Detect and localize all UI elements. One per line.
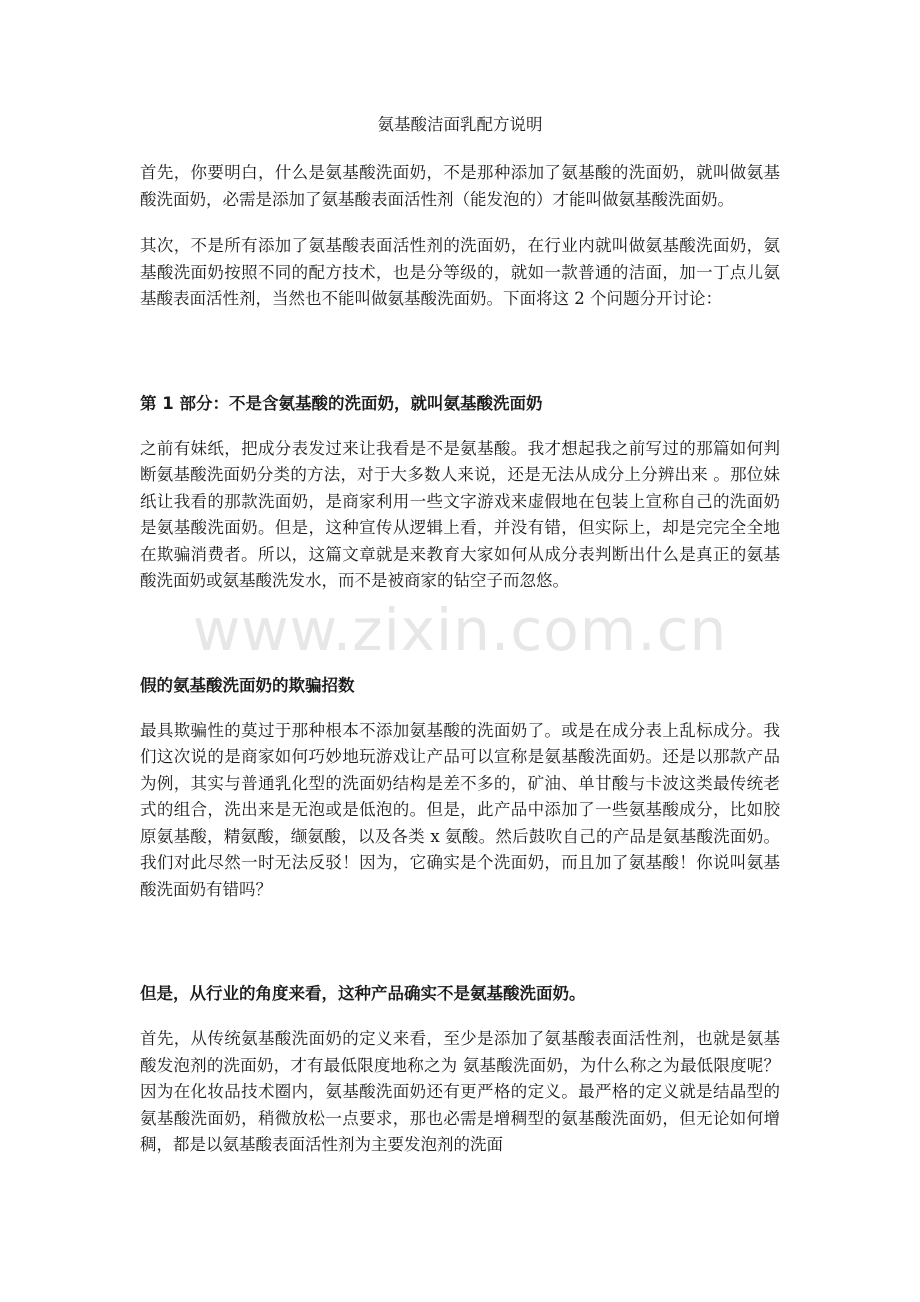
intro-paragraph-1: 首先，你要明白，什么是氨基酸洗面奶，不是那种添加了氨基酸的洗面奶，就叫做氨基酸洗面奶，必需是添加了氨基酸表面活性剂（能发泡的）才能叫做氨基酸洗面奶。 — [140, 163, 780, 209]
section-3-heading: 但是，从行业的角度来看，这种产品确实不是氨基酸洗面奶。 — [140, 984, 586, 1003]
watermark-text: www.zixin.com.cn — [192, 596, 728, 664]
section-2-heading: 假的氨基酸洗面奶的欺骗招数 — [140, 675, 355, 695]
section-1-heading: 第 1 部分：不是含氨基酸的洗面奶，就叫氨基酸洗面奶 — [140, 393, 543, 413]
document-content — [140, 112, 780, 1179]
section-gap — [140, 615, 780, 673]
intro-paragraph-2: 其次，不是所有添加了氨基酸表面活性剂的洗面奶，在行业内就叫做氨基酸洗面奶，氨基酸洗面奶按照不同的配方技术，也是分等级的，就如一款普通的洁面，加一丁点儿氨基酸表面活性剂，当然也不能叫做氨基酸洗面奶。下面将这 2 个问题分开讨论： — [140, 236, 780, 308]
section-2-body: 最具欺骗性的莫过于那种根本不添加氨基酸的洗面奶了。或是在成分表上乱标成分。我们这次说的是商家如何巧妙地玩游戏让产品可以宣称是氨基酸洗面奶。还是以那款产品为例，其实与普通乳化型的洗面奶结构是差不多的，矿油、单甘酸与卡波这类最传统老式的组合，洗出来是无泡或是低泡的。但是，此产品中添加了一些氨基酸成分，比如胶原氨基酸，精氨酸，缬氨酸，以及各类 x 氨酸。然后鼓吹自己的产品是氨基酸洗面奶。我们对此尽然一时无法反驳！因为，它确实是个洗面奶，而且加了氨基酸！你说叫氨基酸洗面奶有错吗？ — [140, 720, 780, 899]
section-gap — [140, 923, 780, 981]
section-3-body: 首先，从传统氨基酸洗面奶的定义来看，至少是添加了氨基酸表面活性剂，也就是氨基酸发泡剂的洗面奶，才有最低限度地称之为 氨基酸洗面奶，为什么称之为最低限度呢？因为在化妆品技术圈内，氨基酸洗面奶还有更严格的定义。最严格的定义就是结晶型的氨基酸洗面奶，稍微放松一点要求，那也必需是增稠型的氨基酸洗面奶，但无论如何增稠，都是以氨基酸表面活性剂为主要发泡剂的洗面 — [140, 1029, 780, 1154]
section-gap — [140, 333, 780, 391]
section-1-body: 之前有妹纸，把成分表发过来让我看是不是氨基酸。我才想起我之前写过的那篇如何判断氨基酸洗面奶分类的方法，对于大多数人来说，还是无法从成分上分辨出来 。那位妹纸让我看的那款洗面奶，是商家利用一些文字游戏来虚假地在包装上宣称自己的洗面奶是氨基酸洗面奶。但是，这种宣传从逻辑上看，并没有错，但实际上，却是完完全全地在欺骗消费者。所以，这篇文章就是来教育大家如何从成分表判断出什么是真正的氨基酸洗面奶或氨基酸洗发水，而不是被商家的钻空子而忽悠。 — [140, 438, 780, 590]
document-title: 氨基酸洁面乳配方说明 — [377, 115, 543, 134]
